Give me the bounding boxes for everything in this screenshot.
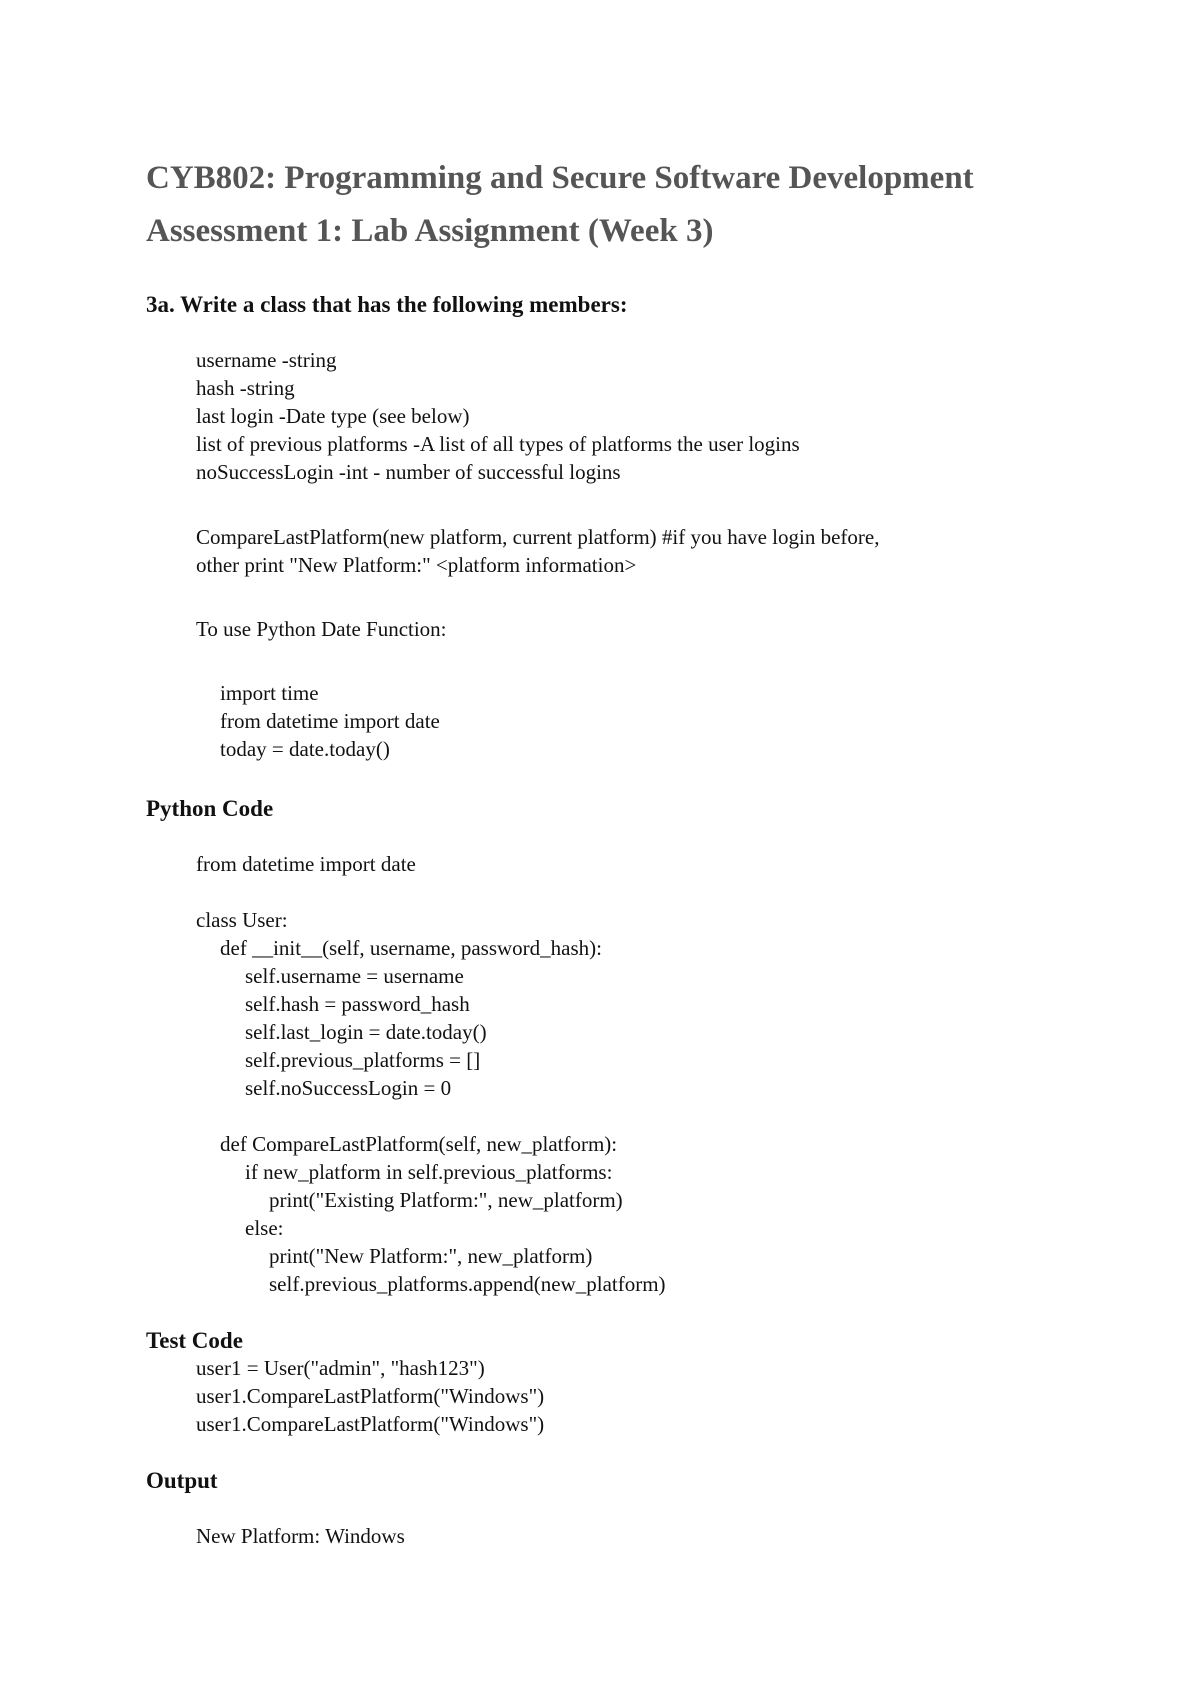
assessment-title: Assessment 1: Lab Assignment (Week 3) xyxy=(146,213,714,249)
method-description-line: CompareLastPlatform(new platform, current platform) #if you have login before, xyxy=(196,525,880,549)
code-init-body-line: self.hash = password_hash xyxy=(245,992,470,1016)
member-line: last login -Date type (see below) xyxy=(196,404,470,428)
code-if-line: if new_platform in self.previous_platforms: xyxy=(245,1160,613,1184)
date-snippet-line: import time xyxy=(220,681,319,705)
date-snippet-line: today = date.today() xyxy=(220,737,390,761)
code-print-existing: print("Existing Platform:", new_platform) xyxy=(269,1188,623,1212)
test-code-heading: Test Code xyxy=(146,1328,243,1353)
course-title: CYB802: Programming and Secure Software Development xyxy=(146,160,974,196)
code-init-body-line: self.previous_platforms = [] xyxy=(245,1048,481,1072)
code-else-line: else: xyxy=(245,1216,284,1240)
date-function-intro: To use Python Date Function: xyxy=(196,617,447,641)
member-line: hash -string xyxy=(196,376,295,400)
code-import-line: from datetime import date xyxy=(196,852,416,876)
code-init-body-line: self.last_login = date.today() xyxy=(245,1020,487,1044)
code-init-body-line: self.noSuccessLogin = 0 xyxy=(245,1076,452,1100)
date-snippet-line: from datetime import date xyxy=(220,709,440,733)
code-compare-def: def CompareLastPlatform(self, new_platform): xyxy=(220,1132,618,1156)
code-append-line: self.previous_platforms.append(new_platform) xyxy=(269,1272,666,1296)
code-class-line: class User: xyxy=(196,908,288,932)
output-text: New Platform: Windows xyxy=(196,1524,405,1548)
code-print-new: print("New Platform:", new_platform) xyxy=(269,1244,593,1268)
member-line: username -string xyxy=(196,348,337,372)
code-init-def: def __init__(self, username, password_hash): xyxy=(220,936,602,960)
method-description-line: other print "New Platform:" <platform information> xyxy=(196,553,637,577)
python-code-heading: Python Code xyxy=(146,796,274,821)
code-init-body-line: self.username = username xyxy=(245,964,464,988)
test-code-line: user1.CompareLastPlatform("Windows") xyxy=(196,1384,545,1408)
member-line: noSuccessLogin -int - number of successful logins xyxy=(196,460,621,484)
output-heading: Output xyxy=(146,1468,218,1493)
member-line: list of previous platforms -A list of all types of platforms the user logins xyxy=(196,432,800,456)
test-code-line: user1 = User("admin", "hash123") xyxy=(196,1356,485,1380)
test-code-line: user1.CompareLastPlatform("Windows") xyxy=(196,1412,545,1436)
section-heading: 3a. Write a class that has the following members: xyxy=(146,292,628,317)
